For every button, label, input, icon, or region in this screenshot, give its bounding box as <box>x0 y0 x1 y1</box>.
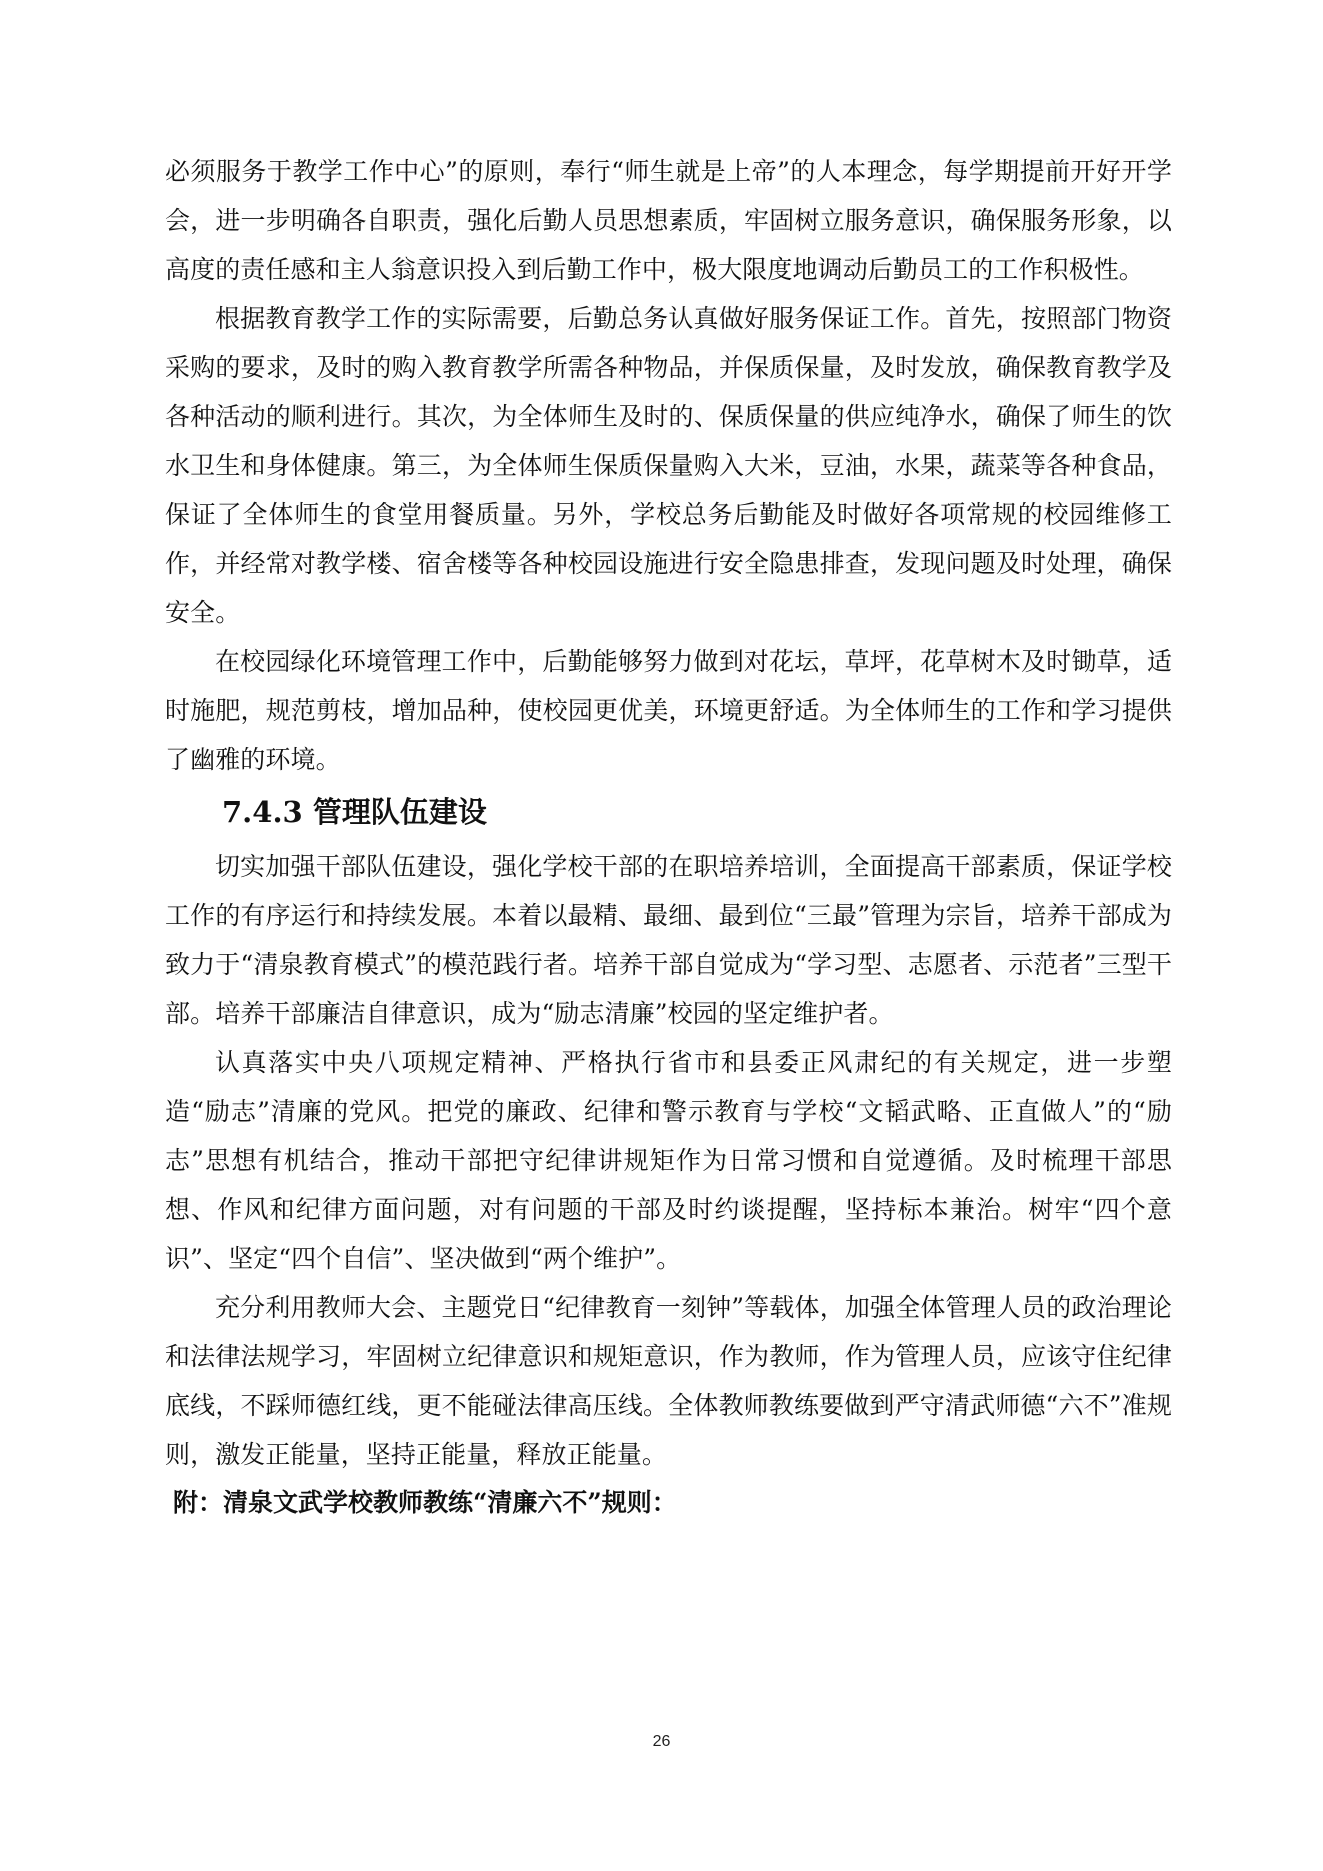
page-number: 26 <box>652 1733 671 1750</box>
section-heading: 7.4.3 管理队伍建设 <box>222 795 487 829</box>
paragraph-logistics-service: 根据教育教学工作的实际需要，后勤总务认真做好服务保证工作。首先，按照部门物资采购的要求，及时的购入教育教学所需各种物品，并保质保量，及时发放，确保教育教学及各种活动的顺利进行。其次，为全体师生及时的、保质保量的供应纯净水，确保了师生的饮水卫生和身体健康。第三，为全体师生保质保量购入大米，豆油，水果，蔬菜等各种食品，保证了全体师生的食堂用餐质量。另外，学校总务后勤能及时做好各项常规的校园维修工作，并经常对教学楼、宿舍楼等各种校园设施进行安全隐患排查，发现问题及时处理，确保安全。 <box>165 304 1172 627</box>
paragraph-discipline-rules: 认真落实中央八项规定精神、严格执行省市和县委正风肃纪的有关规定，进一步塑造“励志”清廉的党风。把党的廉政、纪律和警示教育与学校“文韬武略、正直做人”的“励志”思想有机结合，推动干部把守纪律讲规矩作为日常习惯和自觉遵循。及时梳理干部思想、作风和纪律方面问题，对有问题的干部及时约谈提醒，坚持标本兼治。树牢“四个意识”、坚定“四个自信”、坚决做到“两个维护”。 <box>165 1048 1172 1273</box>
paragraph-discipline-education: 充分利用教师大会、主题党日“纪律教育一刻钟”等载体，加强全体管理人员的政治理论和法律法规学习，牢固树立纪律意识和规矩意识，作为教师，作为管理人员，应该守住纪律底线，不踩师德红线，更不能碰法律高压线。全体教师教练要做到严守清武师德“六不”准规则，激发正能量，坚持正能量，释放正能量。 <box>165 1293 1172 1469</box>
appendix-title: 附：清泉文武学校教师教练“清廉六不”规则： <box>173 1488 677 1517</box>
paragraph-continued: 必须服务于教学工作中心”的原则，奉行“师生就是上帝”的人本理念，每学期提前开好开学会，进一步明确各自职责，强化后勤人员思想素质，牢固树立服务意识，确保服务形象，以高度的责任感和主人翁意识投入到后勤工作中，极大限度地调动后勤员工的工作积极性。 <box>165 157 1172 284</box>
page-body <box>165 147 1172 1527</box>
paragraph-cadre-building: 切实加强干部队伍建设，强化学校干部的在职培养培训，全面提高干部素质，保证学校工作的有序运行和持续发展。本着以最精、最细、最到位“三最”管理为宗旨，培养干部成为致力于“清泉教育模式”的模范践行者。培养干部自觉成为“学习型、志愿者、示范者”三型干部。培养干部廉洁自律意识，成为“励志清廉”校园的坚定维护者。 <box>165 852 1172 1028</box>
paragraph-campus-greening: 在校园绿化环境管理工作中，后勤能够努力做到对花坛，草坪，花草树木及时锄草，适时施肥，规范剪枝，增加品种，使校园更优美，环境更舒适。为全体师生的工作和学习提供了幽雅的环境。 <box>165 647 1172 774</box>
